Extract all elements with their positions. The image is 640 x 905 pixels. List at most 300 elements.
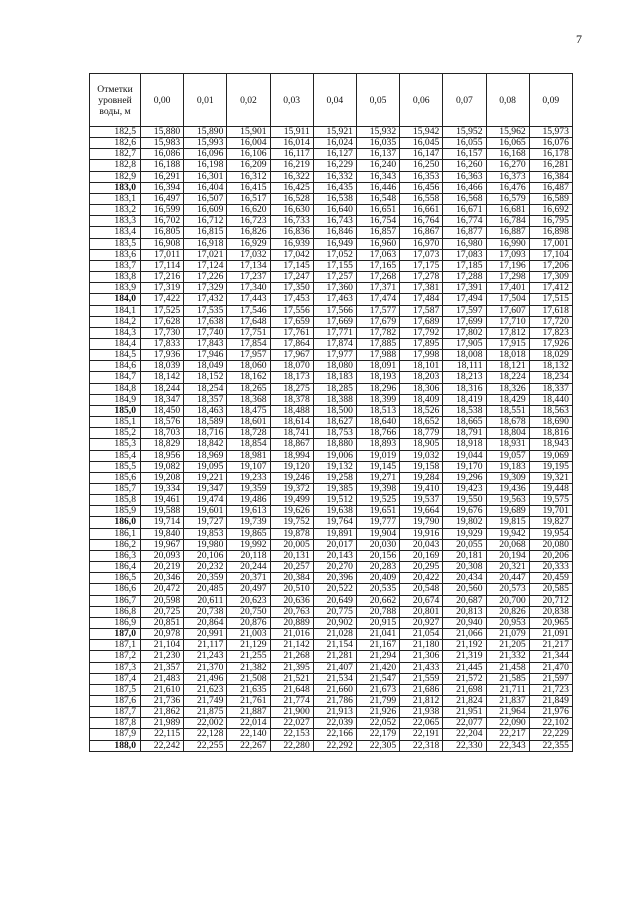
table-row bbox=[90, 149, 573, 160]
value-cell: 16,826 bbox=[227, 227, 270, 238]
table-row bbox=[90, 171, 573, 182]
value-cell: 17,535 bbox=[184, 305, 227, 316]
value-cell: 20,788 bbox=[356, 606, 399, 617]
value-cell: 18,285 bbox=[313, 383, 356, 394]
value-cell: 18,121 bbox=[486, 361, 529, 372]
value-cell: 19,827 bbox=[529, 517, 572, 528]
value-cell: 16,960 bbox=[356, 238, 399, 249]
value-cell: 20,333 bbox=[529, 562, 572, 573]
table-row bbox=[90, 238, 573, 249]
value-cell: 18,275 bbox=[270, 383, 313, 394]
value-cell: 17,854 bbox=[227, 338, 270, 349]
level-cell: 182,5 bbox=[90, 127, 141, 138]
value-cell: 16,898 bbox=[529, 227, 572, 238]
value-cell: 19,664 bbox=[400, 506, 443, 517]
table-row bbox=[90, 316, 573, 327]
value-cell: 18,576 bbox=[141, 417, 184, 428]
value-cell: 22,002 bbox=[184, 718, 227, 729]
value-cell: 20,864 bbox=[184, 617, 227, 628]
value-cell: 20,093 bbox=[141, 550, 184, 561]
level-cell: 186,8 bbox=[90, 606, 141, 617]
table-row bbox=[90, 695, 573, 706]
value-cell: 16,363 bbox=[443, 171, 486, 182]
value-cell: 21,572 bbox=[443, 673, 486, 684]
value-cell: 21,154 bbox=[313, 640, 356, 651]
value-cell: 20,775 bbox=[313, 606, 356, 617]
value-cell: 20,611 bbox=[184, 595, 227, 606]
level-cell: 185,2 bbox=[90, 428, 141, 439]
table-row bbox=[90, 294, 573, 305]
value-cell: 20,548 bbox=[400, 584, 443, 595]
value-cell: 20,965 bbox=[529, 617, 572, 628]
value-cell: 19,385 bbox=[313, 484, 356, 495]
value-cell: 17,915 bbox=[486, 338, 529, 349]
value-cell: 22,255 bbox=[184, 740, 227, 751]
value-cell: 17,885 bbox=[356, 338, 399, 349]
value-cell: 21,255 bbox=[227, 651, 270, 662]
level-cell: 187,4 bbox=[90, 673, 141, 684]
column-header: 0,09 bbox=[529, 74, 572, 127]
value-cell: 16,712 bbox=[184, 216, 227, 227]
value-cell: 19,486 bbox=[227, 495, 270, 506]
value-cell: 18,943 bbox=[529, 439, 572, 450]
value-cell: 20,384 bbox=[270, 573, 313, 584]
value-cell: 17,515 bbox=[529, 294, 572, 305]
level-cell: 186,2 bbox=[90, 539, 141, 550]
value-cell: 18,029 bbox=[529, 350, 572, 361]
value-cell: 18,070 bbox=[270, 361, 313, 372]
value-cell: 19,689 bbox=[486, 506, 529, 517]
level-cell: 184,2 bbox=[90, 316, 141, 327]
value-cell: 16,209 bbox=[227, 160, 270, 171]
value-cell: 16,394 bbox=[141, 182, 184, 193]
column-header: 0,02 bbox=[227, 74, 270, 127]
value-cell: 19,764 bbox=[313, 517, 356, 528]
value-cell: 17,679 bbox=[356, 316, 399, 327]
value-cell: 18,326 bbox=[486, 383, 529, 394]
value-cell: 20,346 bbox=[141, 573, 184, 584]
value-cell: 20,902 bbox=[313, 617, 356, 628]
table-row bbox=[90, 740, 573, 751]
value-cell: 20,889 bbox=[270, 617, 313, 628]
value-cell: 18,162 bbox=[227, 372, 270, 383]
value-cell: 16,723 bbox=[227, 216, 270, 227]
value-cell: 21,989 bbox=[141, 718, 184, 729]
value-cell: 18,101 bbox=[400, 361, 443, 372]
value-cell: 17,792 bbox=[400, 327, 443, 338]
value-cell: 17,165 bbox=[356, 260, 399, 271]
value-cell: 18,378 bbox=[270, 394, 313, 405]
value-cell: 20,738 bbox=[184, 606, 227, 617]
value-cell: 16,312 bbox=[227, 171, 270, 182]
value-cell: 20,953 bbox=[486, 617, 529, 628]
level-cell: 186,5 bbox=[90, 573, 141, 584]
value-cell: 17,577 bbox=[356, 305, 399, 316]
value-cell: 21,306 bbox=[400, 651, 443, 662]
value-cell: 18,234 bbox=[529, 372, 572, 383]
value-cell: 19,777 bbox=[356, 517, 399, 528]
value-cell: 17,638 bbox=[184, 316, 227, 327]
value-cell: 17,001 bbox=[529, 238, 572, 249]
value-cell: 17,699 bbox=[443, 316, 486, 327]
value-cell: 16,035 bbox=[356, 138, 399, 149]
value-cell: 20,371 bbox=[227, 573, 270, 584]
value-cell: 17,032 bbox=[227, 249, 270, 260]
value-cell: 21,407 bbox=[313, 662, 356, 673]
value-cell: 19,790 bbox=[400, 517, 443, 528]
value-cell: 21,559 bbox=[400, 673, 443, 684]
level-cell: 184,7 bbox=[90, 372, 141, 383]
value-cell: 20,409 bbox=[356, 573, 399, 584]
value-cell: 22,166 bbox=[313, 729, 356, 740]
value-cell: 22,330 bbox=[443, 740, 486, 751]
value-cell: 18,368 bbox=[227, 394, 270, 405]
value-cell: 20,851 bbox=[141, 617, 184, 628]
value-cell: 16,754 bbox=[356, 216, 399, 227]
value-cell: 20,876 bbox=[227, 617, 270, 628]
value-cell: 21,635 bbox=[227, 684, 270, 695]
value-cell: 18,918 bbox=[443, 439, 486, 450]
value-cell: 18,018 bbox=[486, 350, 529, 361]
value-cell: 18,678 bbox=[486, 417, 529, 428]
value-cell: 17,874 bbox=[313, 338, 356, 349]
value-cell: 18,306 bbox=[400, 383, 443, 394]
value-cell: 21,192 bbox=[443, 640, 486, 651]
value-cell: 17,422 bbox=[141, 294, 184, 305]
value-cell: 18,867 bbox=[270, 439, 313, 450]
value-cell: 21,964 bbox=[486, 707, 529, 718]
value-cell: 21,483 bbox=[141, 673, 184, 684]
value-cell: 19,752 bbox=[270, 517, 313, 528]
value-cell: 19,145 bbox=[356, 461, 399, 472]
value-cell: 18,652 bbox=[400, 417, 443, 428]
value-cell: 21,167 bbox=[356, 640, 399, 651]
value-cell: 21,648 bbox=[270, 684, 313, 695]
value-cell: 16,733 bbox=[270, 216, 313, 227]
value-cell: 20,623 bbox=[227, 595, 270, 606]
value-cell: 20,560 bbox=[443, 584, 486, 595]
value-cell: 18,690 bbox=[529, 417, 572, 428]
value-cell: 17,412 bbox=[529, 283, 572, 294]
value-cell: 16,106 bbox=[227, 149, 270, 160]
table-row bbox=[90, 383, 573, 394]
value-cell: 20,434 bbox=[443, 573, 486, 584]
value-cell: 21,926 bbox=[356, 707, 399, 718]
level-cell: 183,2 bbox=[90, 205, 141, 216]
value-cell: 19,057 bbox=[486, 450, 529, 461]
value-cell: 21,319 bbox=[443, 651, 486, 662]
value-cell: 17,401 bbox=[486, 283, 529, 294]
value-cell: 16,456 bbox=[400, 182, 443, 193]
value-cell: 16,435 bbox=[313, 182, 356, 193]
value-cell: 16,219 bbox=[270, 160, 313, 171]
level-cell: 184,5 bbox=[90, 350, 141, 361]
value-cell: 20,687 bbox=[443, 595, 486, 606]
value-cell: 18,008 bbox=[443, 350, 486, 361]
value-cell: 20,573 bbox=[486, 584, 529, 595]
value-cell: 16,815 bbox=[184, 227, 227, 238]
value-cell: 16,322 bbox=[270, 171, 313, 182]
table-row bbox=[90, 138, 573, 149]
level-cell: 187,3 bbox=[90, 662, 141, 673]
value-cell: 17,546 bbox=[227, 305, 270, 316]
value-cell: 21,951 bbox=[443, 707, 486, 718]
value-cell: 22,027 bbox=[270, 718, 313, 729]
table-row bbox=[90, 506, 573, 517]
value-cell: 17,566 bbox=[313, 305, 356, 316]
value-cell: 22,318 bbox=[400, 740, 443, 751]
value-cell: 19,158 bbox=[400, 461, 443, 472]
value-cell: 21,142 bbox=[270, 640, 313, 651]
value-cell: 19,309 bbox=[486, 472, 529, 483]
value-cell: 17,730 bbox=[141, 327, 184, 338]
value-cell: 18,193 bbox=[356, 372, 399, 383]
value-cell: 18,429 bbox=[486, 394, 529, 405]
value-cell: 16,301 bbox=[184, 171, 227, 182]
value-cell: 18,183 bbox=[313, 372, 356, 383]
value-cell: 22,039 bbox=[313, 718, 356, 729]
value-cell: 17,494 bbox=[443, 294, 486, 305]
value-cell: 19,221 bbox=[184, 472, 227, 483]
value-cell: 18,893 bbox=[356, 439, 399, 450]
value-cell: 18,203 bbox=[400, 372, 443, 383]
value-cell: 19,575 bbox=[529, 495, 572, 506]
level-cell: 186,4 bbox=[90, 562, 141, 573]
value-cell: 16,270 bbox=[486, 160, 529, 171]
value-cell: 16,630 bbox=[270, 205, 313, 216]
table-row bbox=[90, 629, 573, 640]
value-cell: 19,714 bbox=[141, 517, 184, 528]
value-cell: 17,237 bbox=[227, 272, 270, 283]
table-row bbox=[90, 283, 573, 294]
table-row bbox=[90, 160, 573, 171]
level-cell: 182,9 bbox=[90, 171, 141, 182]
value-cell: 20,068 bbox=[486, 539, 529, 550]
value-cell: 21,230 bbox=[141, 651, 184, 662]
value-cell: 18,399 bbox=[356, 394, 399, 405]
value-cell: 17,998 bbox=[400, 350, 443, 361]
value-cell: 17,124 bbox=[184, 260, 227, 271]
value-cell: 17,751 bbox=[227, 327, 270, 338]
table-body bbox=[90, 127, 573, 752]
value-cell: 19,701 bbox=[529, 506, 572, 517]
value-cell: 21,433 bbox=[400, 662, 443, 673]
value-cell: 19,321 bbox=[529, 472, 572, 483]
value-cell: 18,563 bbox=[529, 405, 572, 416]
value-cell: 17,761 bbox=[270, 327, 313, 338]
value-cell: 19,865 bbox=[227, 528, 270, 539]
value-cell: 19,550 bbox=[443, 495, 486, 506]
table-row bbox=[90, 249, 573, 260]
value-cell: 17,864 bbox=[270, 338, 313, 349]
water-level-table bbox=[89, 73, 573, 752]
value-cell: 17,669 bbox=[313, 316, 356, 327]
value-cell: 18,526 bbox=[400, 405, 443, 416]
value-cell: 17,114 bbox=[141, 260, 184, 271]
value-cell: 17,843 bbox=[184, 338, 227, 349]
value-cell: 16,291 bbox=[141, 171, 184, 182]
table-row bbox=[90, 372, 573, 383]
value-cell: 16,353 bbox=[400, 171, 443, 182]
value-cell: 17,720 bbox=[529, 316, 572, 327]
table-row bbox=[90, 539, 573, 550]
value-cell: 17,257 bbox=[313, 272, 356, 283]
value-cell: 22,014 bbox=[227, 718, 270, 729]
value-cell: 16,651 bbox=[356, 205, 399, 216]
level-cell: 183,1 bbox=[90, 193, 141, 204]
value-cell: 18,880 bbox=[313, 439, 356, 450]
value-cell: 19,916 bbox=[400, 528, 443, 539]
value-cell: 21,041 bbox=[356, 629, 399, 640]
value-cell: 22,280 bbox=[270, 740, 313, 751]
value-cell: 18,357 bbox=[184, 394, 227, 405]
level-cell: 186,9 bbox=[90, 617, 141, 628]
value-cell: 19,423 bbox=[443, 484, 486, 495]
value-cell: 20,598 bbox=[141, 595, 184, 606]
value-cell: 20,826 bbox=[486, 606, 529, 617]
level-cell: 185,3 bbox=[90, 439, 141, 450]
value-cell: 16,415 bbox=[227, 182, 270, 193]
value-cell: 16,188 bbox=[141, 160, 184, 171]
value-cell: 22,242 bbox=[141, 740, 184, 751]
value-cell: 19,044 bbox=[443, 450, 486, 461]
level-cell: 182,7 bbox=[90, 149, 141, 160]
value-cell: 17,648 bbox=[227, 316, 270, 327]
value-cell: 16,692 bbox=[529, 205, 572, 216]
value-cell: 16,795 bbox=[529, 216, 572, 227]
value-cell: 18,039 bbox=[141, 361, 184, 372]
value-cell: 18,488 bbox=[270, 405, 313, 416]
value-cell: 16,373 bbox=[486, 171, 529, 182]
value-cell: 21,723 bbox=[529, 684, 572, 695]
value-cell: 22,052 bbox=[356, 718, 399, 729]
value-cell: 19,815 bbox=[486, 517, 529, 528]
column-header: 0,01 bbox=[184, 74, 227, 127]
value-cell: 17,463 bbox=[313, 294, 356, 305]
value-cell: 20,763 bbox=[270, 606, 313, 617]
value-cell: 16,517 bbox=[227, 193, 270, 204]
value-cell: 19,474 bbox=[184, 495, 227, 506]
table-row bbox=[90, 584, 573, 595]
column-header: 0,06 bbox=[400, 74, 443, 127]
value-cell: 21,104 bbox=[141, 640, 184, 651]
value-cell: 16,661 bbox=[400, 205, 443, 216]
value-cell: 19,613 bbox=[227, 506, 270, 517]
level-cell: 185,7 bbox=[90, 484, 141, 495]
value-cell: 17,504 bbox=[486, 294, 529, 305]
value-cell: 21,521 bbox=[270, 673, 313, 684]
value-cell: 17,782 bbox=[356, 327, 399, 338]
value-cell: 20,232 bbox=[184, 562, 227, 573]
value-cell: 17,268 bbox=[356, 272, 399, 283]
value-cell: 22,179 bbox=[356, 729, 399, 740]
value-cell: 17,288 bbox=[443, 272, 486, 283]
level-cell: 184,6 bbox=[90, 361, 141, 372]
value-cell: 18,981 bbox=[227, 450, 270, 461]
value-cell: 19,626 bbox=[270, 506, 313, 517]
value-cell: 16,096 bbox=[184, 149, 227, 160]
value-cell: 16,014 bbox=[270, 138, 313, 149]
table-row bbox=[90, 651, 573, 662]
value-cell: 21,799 bbox=[356, 695, 399, 706]
value-cell: 17,659 bbox=[270, 316, 313, 327]
value-cell: 17,967 bbox=[270, 350, 313, 361]
value-cell: 18,589 bbox=[184, 417, 227, 428]
value-cell: 20,712 bbox=[529, 595, 572, 606]
value-cell: 21,774 bbox=[270, 695, 313, 706]
value-cell: 17,771 bbox=[313, 327, 356, 338]
table-row bbox=[90, 662, 573, 673]
value-cell: 16,538 bbox=[313, 193, 356, 204]
value-cell: 15,901 bbox=[227, 127, 270, 138]
value-cell: 21,761 bbox=[227, 695, 270, 706]
value-cell: 17,278 bbox=[400, 272, 443, 283]
value-cell: 17,812 bbox=[486, 327, 529, 338]
value-cell: 18,475 bbox=[227, 405, 270, 416]
value-cell: 18,905 bbox=[400, 439, 443, 450]
value-cell: 18,388 bbox=[313, 394, 356, 405]
value-cell: 21,585 bbox=[486, 673, 529, 684]
value-cell: 16,476 bbox=[486, 182, 529, 193]
value-cell: 20,030 bbox=[356, 539, 399, 550]
value-cell: 18,173 bbox=[270, 372, 313, 383]
table-row bbox=[90, 707, 573, 718]
column-header: 0,07 bbox=[443, 74, 486, 127]
value-cell: 22,305 bbox=[356, 740, 399, 751]
value-cell: 20,359 bbox=[184, 573, 227, 584]
value-cell: 21,610 bbox=[141, 684, 184, 695]
value-cell: 17,360 bbox=[313, 283, 356, 294]
table-row bbox=[90, 450, 573, 461]
table-row bbox=[90, 350, 573, 361]
value-cell: 16,980 bbox=[443, 238, 486, 249]
value-cell: 21,129 bbox=[227, 640, 270, 651]
value-cell: 16,332 bbox=[313, 171, 356, 182]
value-cell: 21,268 bbox=[270, 651, 313, 662]
value-cell: 19,410 bbox=[400, 484, 443, 495]
value-cell: 16,939 bbox=[270, 238, 313, 249]
value-cell: 17,597 bbox=[443, 305, 486, 316]
value-cell: 18,254 bbox=[184, 383, 227, 394]
value-cell: 17,895 bbox=[400, 338, 443, 349]
value-cell: 21,837 bbox=[486, 695, 529, 706]
value-cell: 22,292 bbox=[313, 740, 356, 751]
value-cell: 21,445 bbox=[443, 662, 486, 673]
value-cell: 18,152 bbox=[184, 372, 227, 383]
value-cell: 19,588 bbox=[141, 506, 184, 517]
table-row bbox=[90, 227, 573, 238]
value-cell: 21,900 bbox=[270, 707, 313, 718]
value-cell: 19,372 bbox=[270, 484, 313, 495]
value-cell: 22,140 bbox=[227, 729, 270, 740]
value-cell: 21,698 bbox=[443, 684, 486, 695]
value-cell: 21,736 bbox=[141, 695, 184, 706]
value-cell: 21,332 bbox=[486, 651, 529, 662]
value-cell: 17,011 bbox=[141, 249, 184, 260]
value-cell: 20,447 bbox=[486, 573, 529, 584]
value-cell: 16,846 bbox=[313, 227, 356, 238]
value-cell: 17,740 bbox=[184, 327, 227, 338]
value-cell: 17,802 bbox=[443, 327, 486, 338]
level-cell: 186,0 bbox=[90, 517, 141, 528]
level-cell: 187,1 bbox=[90, 640, 141, 651]
table-row bbox=[90, 617, 573, 628]
value-cell: 17,052 bbox=[313, 249, 356, 260]
level-cell: 187,2 bbox=[90, 651, 141, 662]
value-cell: 16,599 bbox=[141, 205, 184, 216]
level-cell: 183,4 bbox=[90, 227, 141, 238]
value-cell: 20,485 bbox=[184, 584, 227, 595]
